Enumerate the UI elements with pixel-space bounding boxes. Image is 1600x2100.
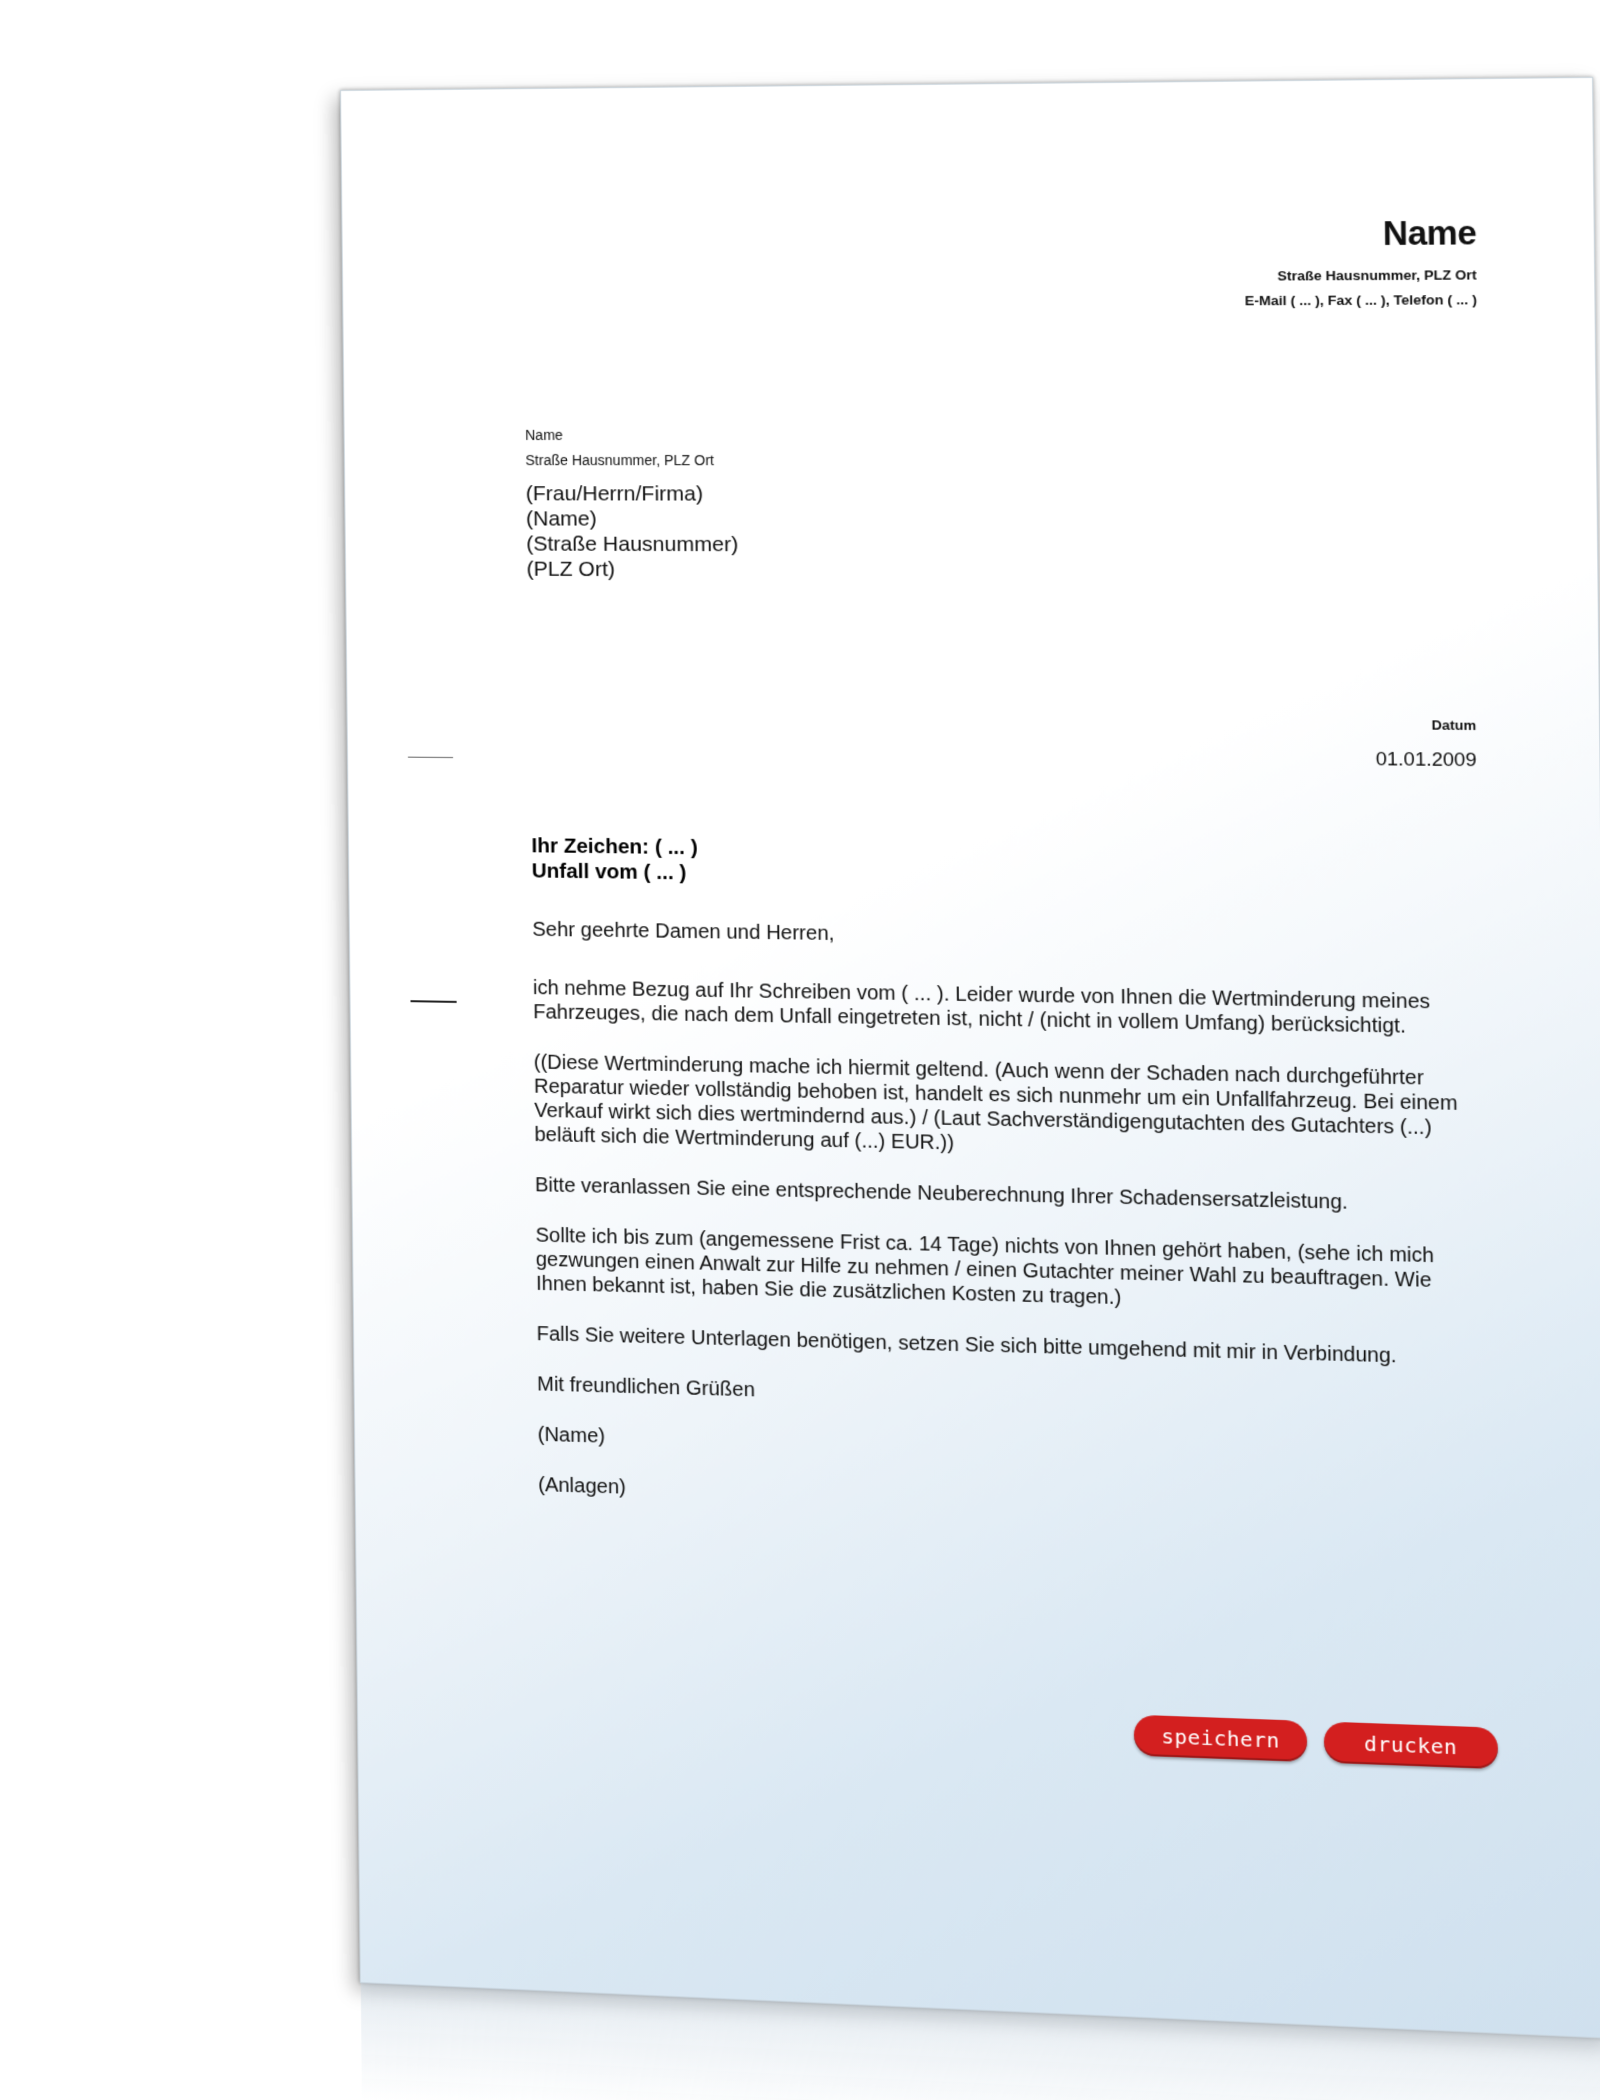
body-paragraph-3: Bitte veranlassen Sie eine entsprechende Neuberechnung Ihrer Schadensersatzleistung. xyxy=(534,1174,1349,1214)
recipient-line-3: (Straße Hausnummer) xyxy=(526,532,739,557)
body-paragraph-1: ich nehme Bezug auf Ihr Schreiben vom ( ... ). Leider wurde von Ihnen die Wertminderung meines Fahrzeuges, die nach dem Unfall eingetreten ist, nicht / (nicht in vollem Umfang) berücksichtigt. xyxy=(532,976,1431,1038)
letter-page xyxy=(340,77,1600,2039)
save-button[interactable]: speichern xyxy=(1134,1715,1307,1762)
body-paragraph-5: Falls Sie weitere Unterlagen benötigen, setzen Sie sich bitte umgehend mit mir in Verbindung. xyxy=(536,1323,1397,1368)
fold-mark-middle xyxy=(410,1000,456,1003)
body-paragraph-2: ((Diese Wertminderung mache ich hiermit geltend. (Auch wenn der Schaden nach durchgeführter Reparatur wieder vollständig behoben ist, handelt es sich nunmehr um ein Unfallfahrzeug. Bei einem Verkauf wirkt sich dies wertmindernd aus.) / (Laut Sachverständigengutachten des Gutachters (...) beläuft sich die Wertminderung auf (...) EUR.)) xyxy=(533,1051,1458,1155)
date-value: 01.01.2009 xyxy=(1375,748,1477,772)
subject-reference: Ihr Zeichen: ( ... ) xyxy=(531,834,698,860)
date-label: Datum xyxy=(1431,717,1477,734)
recipient-line-1: (Frau/Herrn/Firma) xyxy=(525,482,704,506)
recipient-line-2: (Name) xyxy=(525,507,597,531)
sender-contact: E-Mail ( ... ), Fax ( ... ), Telefon ( ... ) xyxy=(1244,291,1478,309)
fold-mark-top xyxy=(408,757,453,758)
return-street: Straße Hausnummer, PLZ Ort xyxy=(525,452,715,469)
recipient-address xyxy=(526,481,739,582)
recipient-line-4: (PLZ Ort) xyxy=(526,557,616,582)
salutation: Sehr geehrte Damen und Herren, xyxy=(532,918,835,946)
subject-block xyxy=(531,833,698,885)
return-name: Name xyxy=(525,426,563,443)
print-button[interactable]: drucken xyxy=(1324,1722,1498,1770)
body-paragraph-4: Sollte ich bis zum (angemessene Frist ca. 14 Tage) nichts von Ihnen gehört haben, (sehe ich mich gezwungen einen Anwalt zur Hilfe zu nehmen / einen Gutachter meiner Wahl zu beauftragen. Wie Ihnen bekannt ist, haben Sie die zusätzlichen Kosten zu tragen.) xyxy=(535,1224,1435,1310)
sender-block xyxy=(1244,213,1477,313)
letter-body xyxy=(532,918,1471,1553)
subject-accident: Unfall vom ( ... ) xyxy=(531,859,687,885)
closing: Mit freundlichen Grüßen xyxy=(537,1373,756,1402)
signature: (Name) xyxy=(537,1423,606,1448)
attachments: (Anlagen) xyxy=(538,1473,627,1499)
action-buttons xyxy=(1134,1715,1498,1769)
date-block xyxy=(1375,717,1477,773)
return-address xyxy=(525,423,714,474)
sender-name: Name xyxy=(1382,213,1477,253)
sender-address: Straße Hausnummer, PLZ Ort xyxy=(1277,267,1477,284)
